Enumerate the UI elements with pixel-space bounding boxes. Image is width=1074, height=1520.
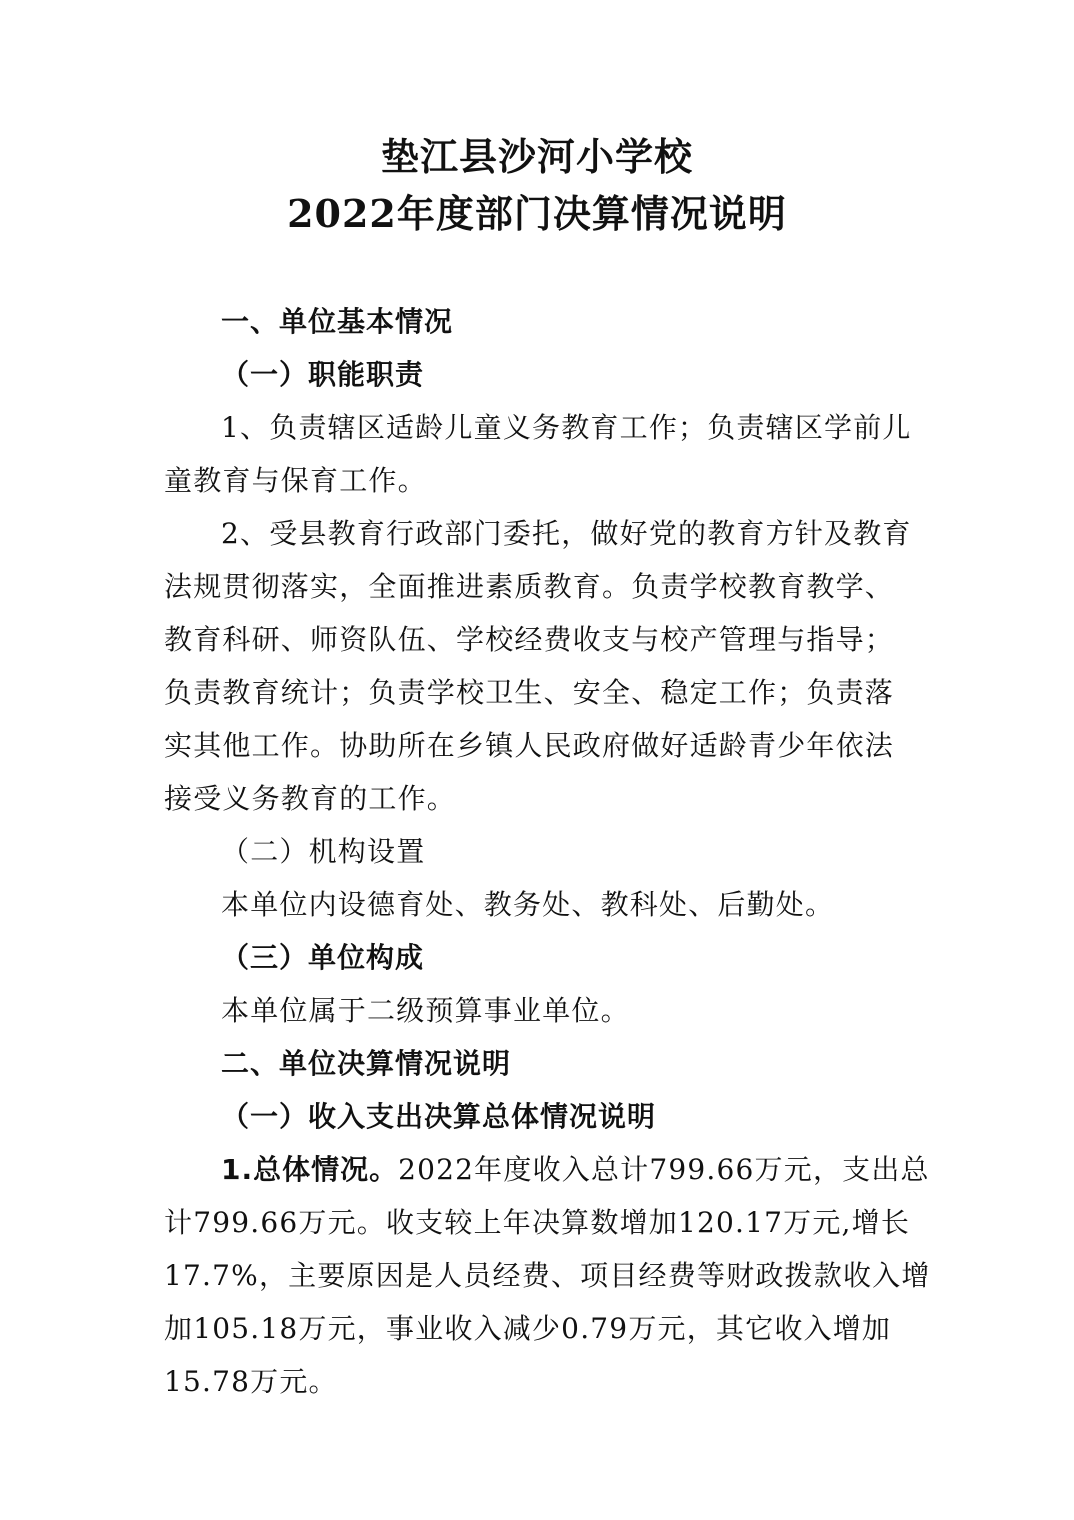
paragraph-5-line-1-text: 2022年度收入总计799.66万元，支出总 — [398, 1153, 930, 1186]
paragraph-5-line-2: 计799.66万元。收支较上年决算数增加120.17万元,增长 — [164, 1206, 911, 1239]
document-title-line-1: 垫江县沙河小学校 — [380, 134, 693, 179]
paragraph-5-lead: 1.总体情况。 — [221, 1153, 399, 1186]
paragraph-1-line-2: 童教育与保育工作。 — [164, 464, 427, 497]
document-title-line-2: 2022年度部门决算情况说明 — [287, 191, 787, 236]
paragraph-2-line-3: 教育科研、师资队伍、学校经费收支与校产管理与指导； — [164, 623, 895, 656]
paragraph-2-line-5: 实其他工作。协助所在乡镇人民政府做好适龄青少年依法 — [164, 729, 895, 762]
paragraph-2-line-2: 法规贯彻落实，全面推进素质教育。负责学校教育教学、 — [164, 570, 895, 603]
subsection-1-heading: （一）职能职责 — [221, 358, 425, 391]
paragraph-4: 本单位属于二级预算事业单位。 — [221, 994, 630, 1027]
subsection-2-heading: （二）机构设置 — [221, 835, 426, 868]
paragraph-1-line-1: 1、负责辖区适龄儿童义务教育工作；负责辖区学前儿 — [221, 411, 912, 444]
subsection-4-heading: （一）收入支出决算总体情况说明 — [221, 1100, 657, 1133]
paragraph-5-line-5: 15.78万元。 — [164, 1365, 338, 1398]
section-1-heading: 一、单位基本情况 — [221, 305, 454, 338]
paragraph-2-line-6: 接受义务教育的工作。 — [164, 782, 457, 815]
paragraph-3: 本单位内设德育处、教务处、教科处、后勤处。 — [221, 888, 835, 921]
paragraph-5-line-1 — [221, 1150, 930, 1190]
paragraph-2-line-1: 2、受县教育行政部门委托，做好党的教育方针及教育 — [221, 517, 912, 550]
subsection-3-heading: （三）单位构成 — [221, 941, 425, 974]
paragraph-5-line-4: 加105.18万元，事业收入减少0.79万元，其它收入增加 — [164, 1312, 892, 1345]
paragraph-2-line-4: 负责教育统计；负责学校卫生、安全、稳定工作；负责落 — [164, 676, 895, 709]
paragraph-5-line-3: 17.7%，主要原因是人员经费、项目经费等财政拨款收入增 — [164, 1259, 931, 1292]
section-2-heading: 二、单位决算情况说明 — [221, 1047, 512, 1080]
